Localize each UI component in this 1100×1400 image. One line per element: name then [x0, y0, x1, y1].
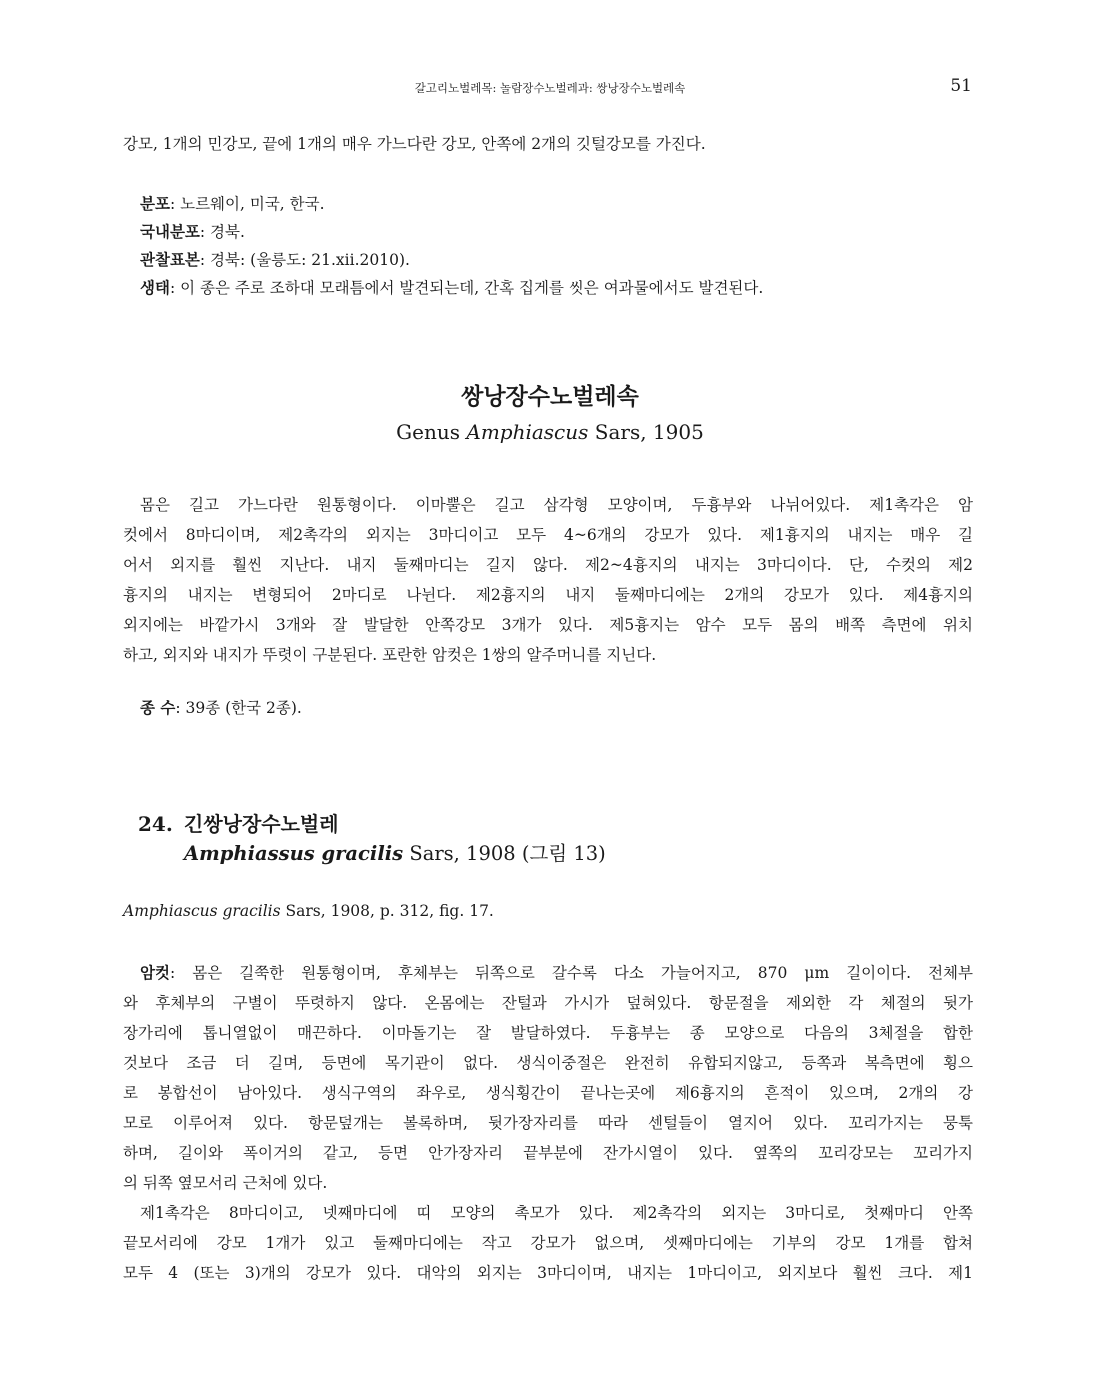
distribution-text: : 노르웨이, 미국, 한국. [169, 195, 325, 213]
ecology-label: 생태 [140, 278, 170, 297]
species-number: 24. [138, 812, 173, 836]
female-description-line [123, 958, 973, 988]
female-description-line: 와 후체부의 구별이 뚜렷하지 않다. 온몸에는 잔털과 가시가 덮혀있다. 항문절을 제외한 각 체절의 뒷가 [123, 994, 973, 1012]
species-name-scientific: Amphiassus gracilis [184, 842, 404, 865]
species-count-line [123, 694, 973, 722]
korea-distribution-line [123, 218, 973, 246]
continuation-line: 강모, 1개의 민강모, 끝에 1개의 매우 가느다란 강모, 안쪽에 2개의 깃털강모를 가진다. [123, 135, 706, 153]
genus-title-suffix: Sars, 1905 [588, 420, 704, 444]
specimens-label: 관찰표본 [140, 250, 200, 269]
species-count-block [123, 694, 973, 722]
distribution-line [123, 190, 973, 218]
female-description-line: 것보다 조금 더 길며, 등면에 목기관이 없다. 생식이중절은 완전히 유합되지않고, 등쪽과 복측면에 횡으 [123, 1054, 973, 1072]
species-citation [123, 902, 494, 920]
ecology-text: : 이 종은 주로 조하대 모래틈에서 발견되는데, 간혹 집게를 씻은 여과물에서도 발견된다. [169, 279, 764, 297]
citation-name: Amphiascus gracilis [123, 902, 281, 920]
page-header [0, 76, 1100, 100]
previous-species-details [123, 190, 973, 302]
female-description [123, 958, 973, 1288]
continuation-paragraph [123, 129, 973, 159]
female-description-line: 하며, 길이와 폭이거의 같고, 등면 안가장자리 끝부분에 잔가시열이 있다. 옆쪽의 꼬리강모는 꼬리가지 [123, 1144, 973, 1162]
female-description-line: 로 봉합선이 남아있다. 생식구역의 좌우로, 생식횡간이 끝나는곳에 제6흉지의 흔적이 있으며, 2개의 강 [123, 1084, 973, 1102]
genus-description-line: 하고, 외지와 내지가 뚜렷이 구분된다. 포란한 암컷은 1쌍의 알주머니를 지닌다. [123, 646, 657, 664]
genus-title-prefix: Genus [396, 420, 467, 444]
genus-description-line: 흉지의 내지는 변형되어 2마디로 나뉜다. 제2흉지의 내지 둘째마디에는 2개의 강모가 있다. 제4흉지의 [123, 586, 973, 604]
korea-distribution-text: : 경북. [199, 223, 245, 241]
page-number: 51 [950, 76, 972, 96]
genus-description-line: 어서 외지를 훨씬 지난다. 내지 둘째마디는 길지 않다. 제2~4흉지의 내지는 3마디이다. 단, 수컷의 제2 [123, 556, 973, 574]
ecology-line [123, 274, 973, 302]
genus-description-line: 외지에는 바깥가시 3개와 잘 발달한 안쪽강모 3개가 있다. 제5흉지는 암수 모두 몸의 배쪽 측면에 위치 [123, 616, 973, 634]
genus-title-name: Amphiascus [466, 420, 589, 444]
citation-rest: Sars, 1908, p. 312, fig. 17. [280, 902, 494, 920]
genus-title-english [0, 420, 1100, 444]
species-count-label: 종 수 [140, 698, 176, 717]
female-description-line: 모로 이루어져 있다. 항문덮개는 볼록하며, 뒷가장자리를 따라 센털들이 열지어 있다. 꼬리가지는 뭉툭 [123, 1114, 973, 1132]
genus-description-line: 몸은 길고 가느다란 원통형이다. 이마뿔은 길고 삼각형 모양이며, 두흉부와 나뉘어있다. 제1촉각은 암 [140, 496, 973, 514]
antenna-description-line: 모두 4 (또는 3)개의 강모가 있다. 대악의 외지는 3마디이며, 내지는 1마디이고, 외지보다 훨씬 크다. 제1 [123, 1264, 973, 1282]
specimens-text: : 경북: (울릉도: 21.xii.2010). [199, 251, 410, 269]
specimens-line [123, 246, 973, 274]
species-count-text: : 39종 (한국 2종). [175, 699, 302, 717]
female-description-line: 장가리에 톱니열없이 매끈하다. 이마돌기는 잘 발달하였다. 두흉부는 종 모양으로 다음의 3체절을 합한 [123, 1024, 973, 1042]
antenna-description-line: 끝모서리에 강모 1개가 있고 둘째마디에는 작고 강모가 없으며, 셋째마디에는 기부의 강모 1개를 합쳐 [123, 1234, 973, 1252]
distribution-label: 분포 [140, 194, 170, 213]
running-head: 갈고리노벌레목: 놀람장수노벌레과: 쌍낭장수노벌레속 [414, 81, 686, 95]
antenna-description-line: 제1촉각은 8마디이고, 넷째마디에 띠 모양의 촉모가 있다. 제2촉각의 외지는 3마디로, 첫째마디 안쪽 [140, 1204, 973, 1222]
species-heading-korean [138, 808, 339, 837]
species-name-korean: 긴쌍낭장수노벌레 [184, 812, 339, 836]
species-heading-scientific [184, 838, 606, 866]
female-description-text: : 몸은 길쭉한 원통형이며, 후체부는 뒤쪽으로 갈수록 다소 가늘어지고, 870 μm 길이이다. 전체부 [169, 964, 973, 982]
genus-title-korean: 쌍낭장수노벌레속 [461, 383, 639, 410]
korea-distribution-label: 국내분포 [140, 222, 200, 241]
species-author: Sars, 1908 (그림 13) [403, 842, 606, 865]
female-description-line: 의 뒤쪽 옆모서리 근처에 있다. [123, 1174, 328, 1192]
female-label: 암컷 [140, 963, 170, 982]
genus-description-line: 컷에서 8마디이며, 제2촉각의 외지는 3마디이고 모두 4~6개의 강모가 있다. 제1흉지의 내지는 매우 길 [123, 526, 973, 544]
genus-description [123, 490, 973, 670]
